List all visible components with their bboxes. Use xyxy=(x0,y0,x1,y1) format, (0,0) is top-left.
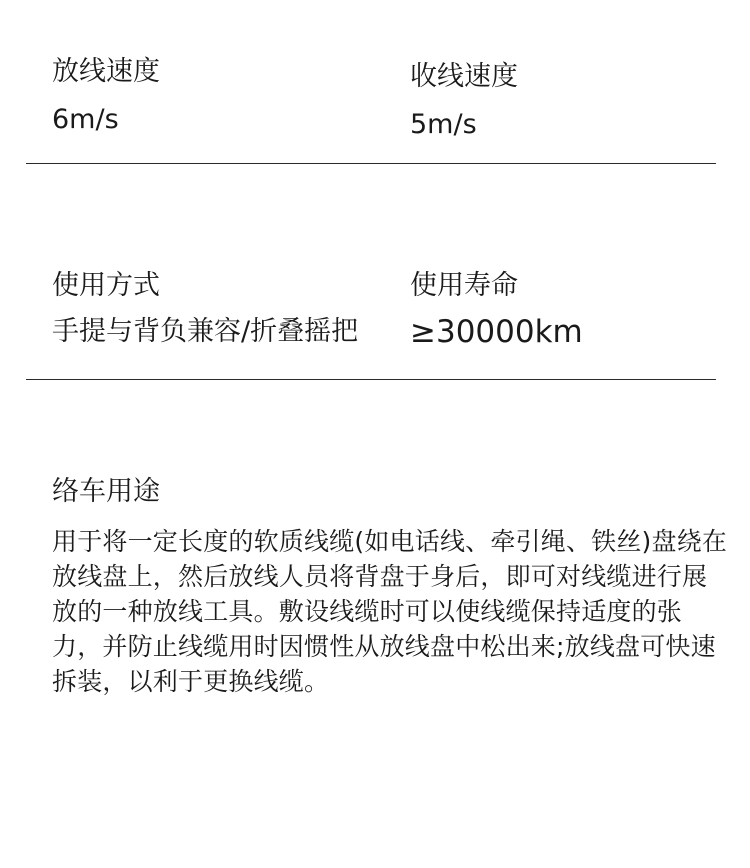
usage-title: 络车用途 xyxy=(52,476,160,507)
spec-label: 使用寿命 xyxy=(410,270,518,301)
spec-release-speed xyxy=(52,54,160,138)
spec-value: ≥30000km xyxy=(410,314,583,350)
spec-service-life xyxy=(410,268,583,350)
spec-label: 使用方式 xyxy=(52,270,160,301)
spec-label: 收线速度 xyxy=(410,61,518,92)
spec-label: 放线速度 xyxy=(52,56,160,87)
spec-value: 6m/s xyxy=(52,104,119,135)
divider xyxy=(26,163,716,164)
spec-value: 手提与背负兼容/折叠摇把 xyxy=(52,316,359,347)
spec-usage-mode xyxy=(52,268,358,350)
usage-description: 用于将一定长度的软质线缆(如电话线、牵引绳、铁丝)盘绕在放线盘上，然后放线人员将背盘于身后，即可对线缆进行展放的一种放线工具。敷设线缆时可以使线缆保持适度的张力，并防止线缆用时因惯性从放线盘中松出来;放线盘可快速拆装，以利于更换线缆。 xyxy=(52,527,728,696)
spec-retract-speed xyxy=(410,59,518,143)
usage-section xyxy=(52,474,732,699)
spec-value: 5m/s xyxy=(410,109,477,140)
divider xyxy=(26,379,716,380)
